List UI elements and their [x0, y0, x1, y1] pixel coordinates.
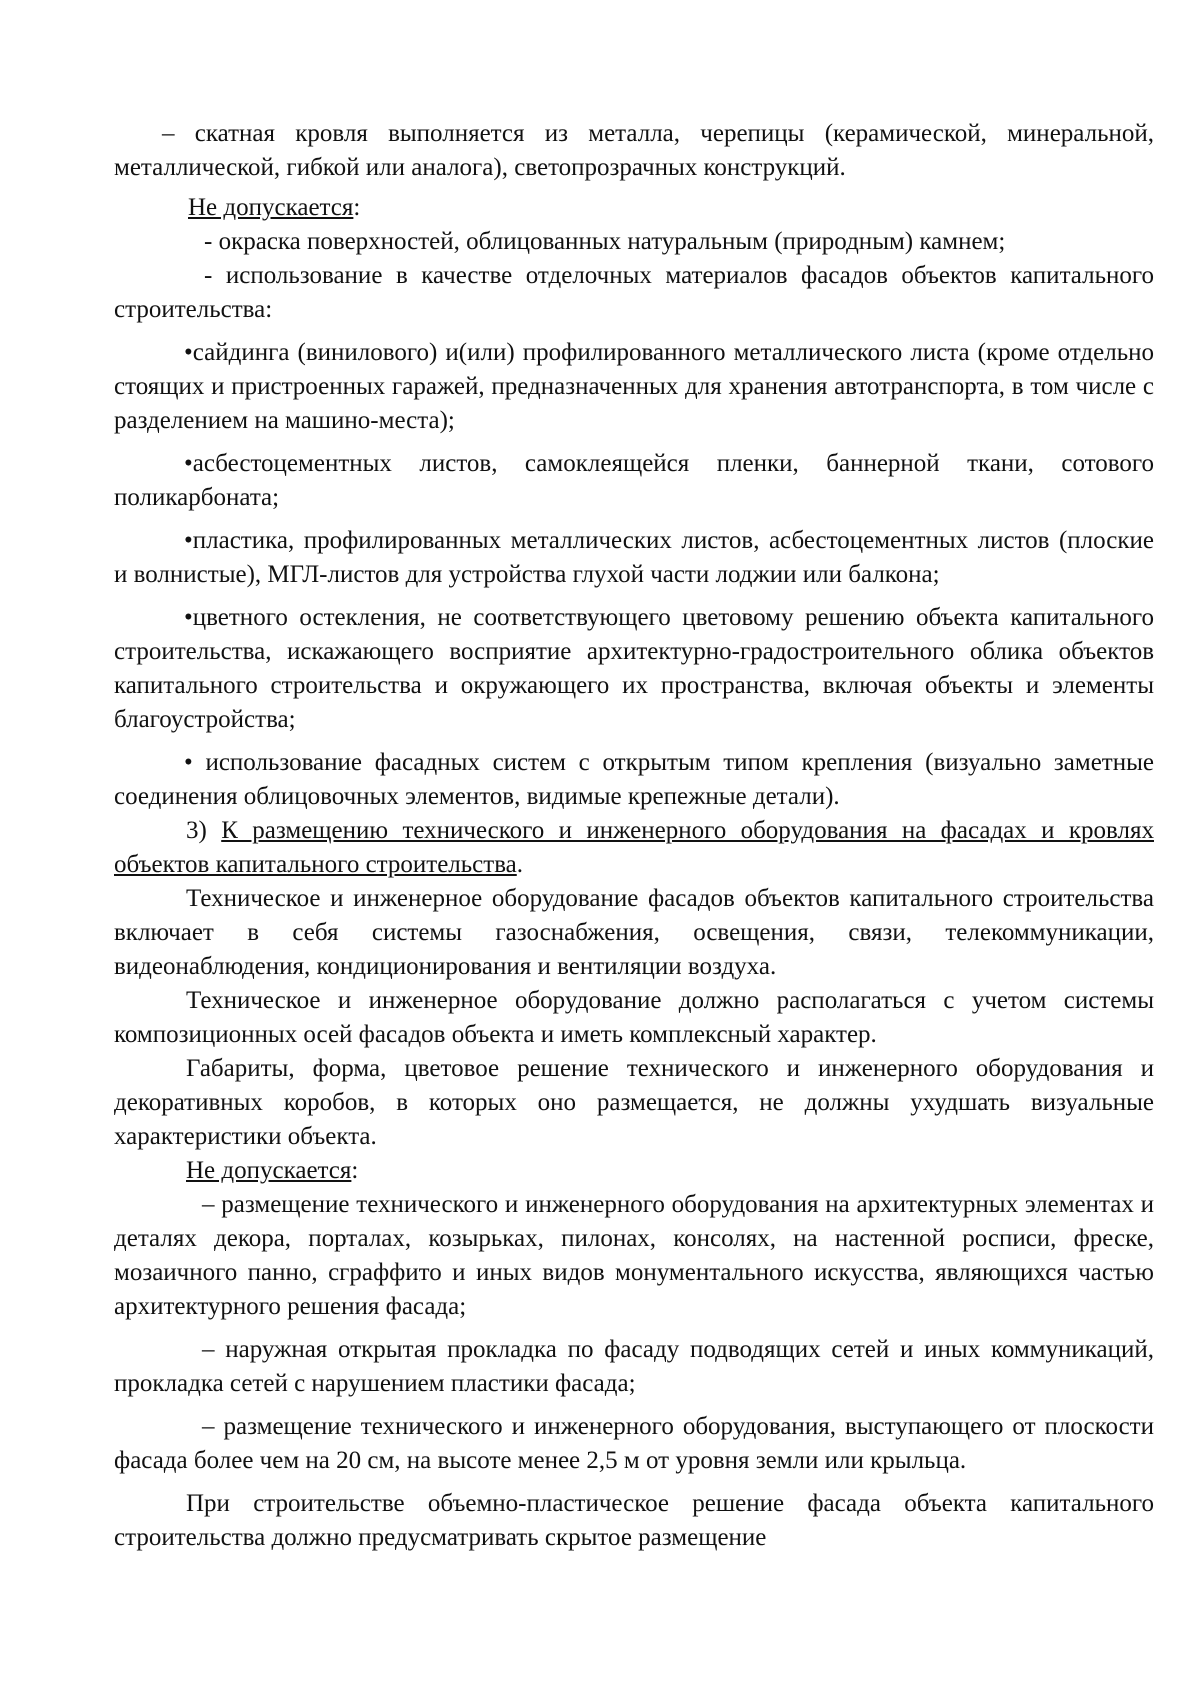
- paragraph-construction-hidden: При строительстве объемно-пластическое решение фасада объекта капитального строительства должно предусматривать скрытое размещение: [114, 1490, 1154, 1551]
- paragraph-equipment-dimensions: Габариты, форма, цветовое решение технического и инженерного оборудования и декоративных коробов, в которых оно размещается, не должны ухудшать визуальные характеристики объекта.: [114, 1055, 1154, 1150]
- bullet-asbestos-sheets: •асбестоцементных листов, самоклеящейся пленки, баннерной ткани, сотового поликарбоната;: [114, 450, 1154, 511]
- paragraph-equipment-includes: Техническое и инженерное оборудование фасадов объектов капитального строительства включает в себя системы газоснабжения, освещения, связи, телекоммуникации, видеонаблюдения, кондиционирования и вентиляции воздуха.: [114, 885, 1154, 980]
- dash-item-protruding-equipment: – размещение технического и инженерного оборудования, выступающего от плоскости фасада более чем на 20 см, на высоте менее 2,5 м от уровня земли или крыльца.: [114, 1413, 1154, 1474]
- bullet-siding: •сайдинга (винилового) и(или) профилированного металлического листа (кроме отдельно стоящих и пристроенных гаражей, предназначенных для хранения автотранспорта, в том числе с разделением на машино-места);: [114, 339, 1154, 434]
- bullet-colored-glazing: •цветного остекления, не соответствующего цветовому решению объекта капитального строительства, искажающего восприятие архитектурно-градостроительного облика объектов капитального строительства и окружающего их пространства, включая объекты и элементы благоустройства;: [114, 604, 1154, 733]
- section-3-period: .: [516, 851, 524, 878]
- dash-item-architectural-elements: – размещение технического и инженерного оборудования на архитектурных элементах и деталях декора, порталах, козырьках, пилонах, консолях, на настенной росписи, фреске, мозаичного панно, сграффито и иных видов монументального искусства, являющихся частью архитектурного решения фасада;: [114, 1191, 1154, 1320]
- not-allowed-heading-2: [114, 1154, 1154, 1188]
- paragraph-equipment-placement: Техническое и инженерное оборудование должно располагаться с учетом системы композиционных осей фасадов объекта и иметь комплексный характер.: [114, 987, 1154, 1048]
- bullet-facade-systems: • использование фасадных систем с открытым типом крепления (визуально заметные соединения облицовочных элементов, видимые крепежные детали).: [114, 749, 1154, 810]
- colon-1: :: [353, 194, 361, 221]
- section-3-heading: [114, 814, 1154, 882]
- bullet-plastic: •пластика, профилированных металлических листов, асбестоцементных листов (плоские и волнистые), МГЛ-листов для устройства глухой части лоджии или балкона;: [114, 527, 1154, 588]
- colon-2: :: [351, 1157, 359, 1184]
- not-allowed-label-2: Не допускается: [186, 1157, 352, 1184]
- item-finishing-materials: - использование в качестве отделочных материалов фасадов объектов капитального строительства:: [114, 262, 1154, 323]
- section-3-number: 3): [186, 817, 222, 844]
- section-3-title: К размещению технического и инженерного оборудования на фасадах и кровлях объектов капитального строительства: [114, 817, 1154, 878]
- dash-item-open-laying: – наружная открытая прокладка по фасаду подводящих сетей и иных коммуникаций, прокладка сетей с нарушением пластики фасада;: [114, 1336, 1154, 1397]
- not-allowed-heading-1: [114, 191, 1154, 225]
- paragraph-pitched-roof: – скатная кровля выполняется из металла, черепицы (керамической, минеральной, металлической, гибкой или аналога), светопрозрачных конструкций.: [114, 120, 1154, 181]
- not-allowed-label-1: Не допускается: [188, 194, 354, 221]
- item-painting-stone: - окраска поверхностей, облицованных натуральным (природным) камнем;: [204, 228, 1006, 255]
